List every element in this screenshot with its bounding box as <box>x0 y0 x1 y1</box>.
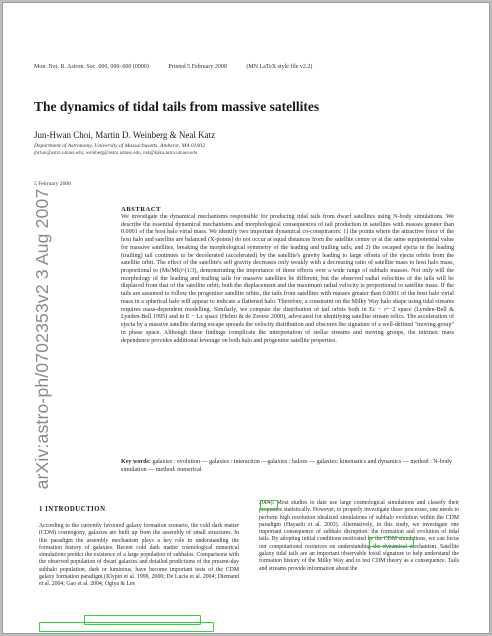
paper-page <box>3 3 489 633</box>
arxiv-stamp: arXiv:astro-ph/0702353v2 3 Aug 2007 <box>32 188 52 490</box>
paper-affiliation: Department of Astronomy, University of Massachusetts, Amherst, MA 01003 <box>34 143 205 149</box>
section-heading-introduction: 1 INTRODUCTION <box>39 506 106 513</box>
paper-date: 5 February 2008 <box>34 181 71 187</box>
citation-link[interactable] <box>39 622 214 632</box>
paper-title: The dynamics of tidal tails from massive satellites <box>34 99 320 114</box>
header-journal: Mon. Not. R. Astron. Soc. 000, 000–000 (0000) <box>34 64 149 70</box>
abstract-text: We investigate the dynamical mechanisms responsible for producing tidal tails from dwarf satellites using N-body simulations. We describe the essential dynamical mechanisms and morphological consequences of tail production in satellites with masses greater than 0.0001 of the host halo virial mass. We identify two important dynamical co-conspirators: 1) the points where the attractive force of the host halo and satellite are balanced (X-points) do not occur at equal distances from the satellite centre or at the same equipotential value for massive satellites, breaking the morphological symmetry of the leading and trailing tails; and 2) the escaped ejecta in the leading (trailing) tail continues to be decelerated (accelerated) by the satellite's gravity leading to large offsets of the ejecta orbits from the satellite orbit. The effect of the satellite's self gravity decreases only weakly with a decreasing ratio of satellite mass to host halo mass, proportional to (Ms/Mh)^(1/3), demonstrating the importance of these effects over a wide range of subhalo masses. Not only will the morphology of the leading and trailing tails for massive satellites be different, but the observed radial velocities of the tails will be displaced from that of the satellite orbit; both the displacement and the maximum radial velocity is proportional to satellite mass. If the tails are assumed to follow the progenitor satellite orbits, the tails from satellites with masses greater than 0.0001 of the host halo virial mass in a spherical halo will appear to indicate a flattened halo. Therefore, a constraint on the Milky Way halo shape using tidal streams requires mass-dependent modelling. Similarly, we compute the distribution of tail orbits both in Ec − r^−2 space (Lynden-Bell & Lynden-Bell 1995) and in E − Lz space (Helmi & de Zeeuw 2000), advocated for identifying satellite stream relics. The acceleration of ejecta by a massive satellite during escape spreads the velocity distribution and obscures the signature of a well-defined "moving group" in phase space. Although these findings complicate the interpretation of stellar streams and moving groups, the intrinsic mass dependence provides additional leverage on both halo and progenitor satellite properties. <box>121 214 454 344</box>
header-printed: Printed 5 February 2008 <box>168 64 227 70</box>
citation-link[interactable] <box>260 500 278 510</box>
citation-link[interactable] <box>369 537 414 547</box>
running-header <box>34 64 464 70</box>
paper-authors: Jun-Hwan Choi, Martin D. Weinberg & Neal Katz <box>34 130 216 140</box>
keywords-text: galaxies : evolution — galaxies : interaction —galaxies : haloes — galaxies: kinematics and dynamics — method : N-body simulation — method: numerical <box>121 459 452 473</box>
author-emails: jhchoi@astro.umass.edu, weinberg@astro.umass.edu, nsk@kaka.astro.umass.edu <box>34 151 198 156</box>
header-style: (MN LaTeX style file v2.2) <box>246 64 313 70</box>
keywords-label: Key words: <box>121 459 151 465</box>
intro-column-left: According to the currently favoured galaxy formation scenario, the cold dark matter (CDM) cosmogony, galaxies are built up from the assembly of small structures. In this paradigm the assembly mechanism plays a key role in understanding the formation history of galaxies. Recent cold dark matter cosmological numerical simulations predict the existence of a large population of subhalos. Comparisons with the observed population of dwarf galaxies and detailed predictions of the present-day subhalo population, dark or luminous, have become important tests of the CDM galaxy formation paradigm (Klypin et al. 1999, 2000; De Lucia et al. 2004; Diemand et al. 2004; Gao et al. 2004; Ogiya & Lee <box>39 523 239 588</box>
abstract-heading: ABSTRACT <box>121 206 161 213</box>
intro-column-right: 2004). Most studies to date use large cosmological simulations and classify their properties statistically. However, to properly investigate these processes, one needs to perform high resolution idealized simulations of subhalo evolution within the CDM paradigm (Hayashi et al. 2003). Alternatively, in this study, we investigate one important consequence of subhalo disruption: the formation and evolution of tidal tails. By adopting initial conditions motivated by the CDM simulations, we can focus our computational resources on understanding the dynamical mechanism. Satellite galaxy tidal tails are an important observable fossil signature to help understand the formation history of the Milky Way and to test CDM theory as a consequence. Tails and streams provide information about the <box>259 500 459 572</box>
keywords <box>121 459 454 474</box>
